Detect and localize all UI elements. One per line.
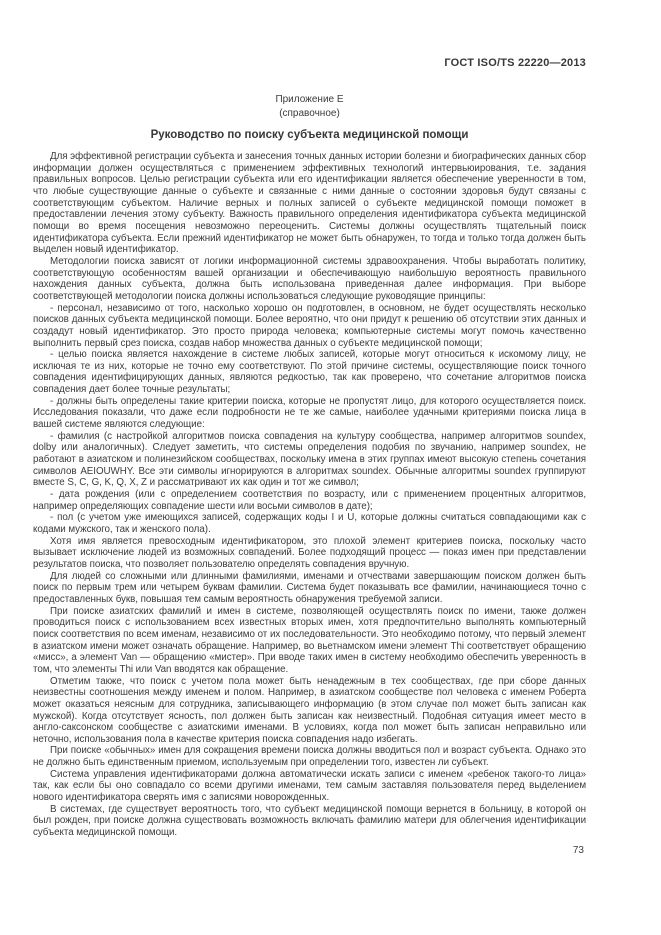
- paragraph: В системах, где существует вероятность того, что субъект медицинской помощи вернется в больницу, в которой он был рожден, при поиске должна существовать возможность включать фамилию матери для облегчения идентификации субъекта медицинской помощи.: [33, 803, 586, 839]
- appendix-heading: [33, 93, 586, 120]
- document-body: [33, 151, 586, 839]
- document-number: ГОСТ ISO/TS 22220—2013: [444, 57, 586, 69]
- appendix-label: Приложение Е: [275, 94, 344, 105]
- paragraph: - дата рождения (или с определением соответствия по возрасту, или с применением процентных алгоритмов, например определяющих совпадение шести или восьми символов в дате);: [33, 489, 586, 512]
- paragraph: Хотя имя является превосходным идентификатором, это плохой элемент критериев поиска, поскольку часто вызывает исключение людей из возможных совпадений. Более подходящий процесс — показ имен при представлении результатов поиска, что позволяет пользователю определять совпадения вручную.: [33, 535, 586, 570]
- paragraph: Для эффективной регистрации субъекта и занесения точных данных истории болезни и биографических данных сбор информации должен осуществляться с применением эффективных технологий интервьюирования, т.е. задания правильных вопросов. Целью регистрации субъекта или его идентификации является обеспечение уверенности в том, что любые существующие данные о субъекте и связанные с ними данные о состоянии здоровья будут связаны с соответствующим субъектом. Наличие верных и полных записей о субъекте медицинской помощи поможет в предоставлении лечения этому субъекту. Важность правильного определения идентификатора субъекта медицинской помощи во время посещения невозможно переоценить. Системы должны осуществлять тщательный поиск идентификатора субъекта. Если прежний идентификатор не может быть обнаружен, то тогда и только тогда должен быть выделен новый идентификатор.: [33, 151, 586, 256]
- paragraph: Система управления идентификаторами должна автоматически искать записи с именем «ребенок такого-то лица» так, как если бы оно совпадало со всеми другими именами, тем самым заставляя пользователя перед выделением нового идентификатора сверять имя с записями новорожденных.: [33, 768, 586, 804]
- paragraph: - фамилия (с настройкой алгоритмов поиска совпадения на культуру сообщества, например алгоритмов soundex, dolby или аналогичных). Следует заметить, что системы определения подобия по звучанию, например soundex, не работают в азиатском и полинезийском сообществах, поскольку имена в этих группах имеют высокую степень сочетания символов AEIOUWHY. Все эти символы игнорируются в алгоритмах soundex. Обычные алгоритмы soundex группируют вместе S, C, G, K, Q, X, Z и рассматривают их как один и тот же символ;: [33, 430, 586, 489]
- paragraph: - пол (с учетом уже имеющихся записей, содержащих коды I и U, которые должны считаться совпадающими как с кодами мужского, так и женского пола).: [33, 512, 586, 535]
- paragraph: Методологии поиска зависят от логики информационной системы здравоохранения. Чтобы выработать политику, соответствующую особенностям вашей организации и обеспечивающую наибольшую вероятность правильного нахождения данных субъекта, должна быть использована приведенная далее информация. При выборе соответствующей методологии поиска должны использоваться следующие руководящие принципы:: [33, 255, 586, 302]
- paragraph: Для людей со сложными или длинными фамилиями, именами и отчествами завершающим поиском должен быть поиск по первым трем или четырем буквам фамилии. Система будет показывать все фамилии, начинающиеся точно с предоставленных букв, повышая тем самым вероятность обнаружения требуемой записи.: [33, 570, 586, 605]
- paragraph: - персонал, независимо от того, насколько хорошо он подготовлен, в основном, не будет осуществлять несколько поисков данных субъекта медицинской помощи. Более вероятно, что они придут к решению об отсутствии этих данных и создадут новый идентификатор. Это просто природа человека; компьютерные системы могут помочь качественно выполнить первый срез поиска, создав набор множества данных о субъекте медицинской помощи;: [33, 302, 586, 349]
- paragraph: Отметим также, что поиск с учетом пола может быть ненадежным в тех сообществах, где при сборе данных неизвестны соотношения между именем и полом. Например, в азиатском сообществе пол человека с именем Роберта может оказаться неясным для сотрудника, записывающего информацию (в этом случае пол может быть записан как мужской). Когда отсутствует ясность, пол должен быть записан как неизвестный. Подобная ситуация имеет место в англо-саксонском сообществе с азиатскими именами. В условиях, когда пол может быть записан неправильно или неточно, использования пола в качестве критерия поиска совпадения надо избегать.: [33, 675, 586, 745]
- paragraph: - должны быть определены такие критерии поиска, которые не пропустят лицо, для которого осуществляется поиск. Исследования показали, что даже если подробности не те же самые, наиболее удачными критериями поиска лица в вашей системе являются следующие:: [33, 395, 586, 431]
- paragraph: При поиске «обычных» имен для сокращения времени поиска должны вводиться пол и возраст субъекта. Однако это не должно быть единственным приемом, используемым при определении того, известен ли субъект.: [33, 745, 586, 769]
- document-content: [33, 0, 586, 839]
- paragraph: При поиске азиатских фамилий и имен в системе, позволяющей осуществлять поиск по имени, также должен проводиться поиск с использованием всех известных вторых имен, хотя предпочтительно выполнять компьютерный поиск соответствия по всем именам, независимо от их последовательности. Это необходимо потому, что первый элемент в азиатском имени может означать обращение. Например, во вьетнамском имени элемент Thi соответствует обращению «мисс», а элемент Van — обращению «мистер». При вводе таких имен в систему необходимо обеспечить уверенность в том, что элементы Thi или Van вводятся как обращение.: [33, 605, 586, 675]
- appendix-kind: (справочное): [279, 107, 340, 119]
- page-number: 73: [572, 845, 584, 856]
- paragraph: - целью поиска является нахождение в системе любых записей, которые могут относиться к искомому лицу, не исключая те из них, которые не точно ему соответствуют. По этой причине системы, осуществляющие поиск точного совпадения идентифицирующих данных, являются редкостью, так как проверено, что сочетание алгоритмов поиска совпадения дает более точные результаты;: [33, 349, 586, 396]
- document-title: Руководство по поиску субъекта медицинской помощи: [150, 129, 469, 141]
